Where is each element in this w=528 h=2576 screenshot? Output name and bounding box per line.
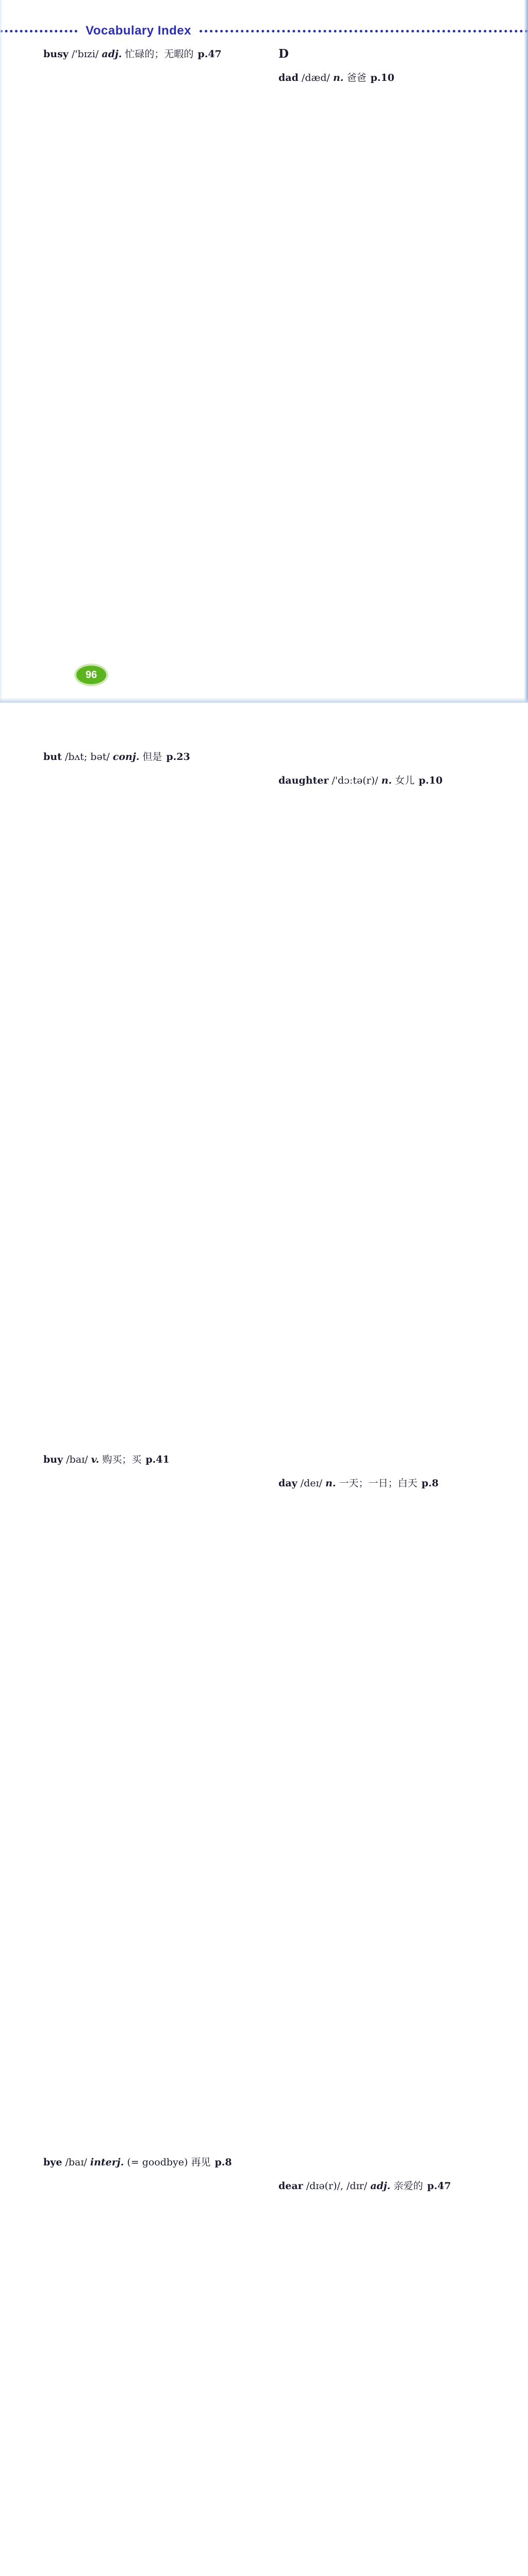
entry-text: dad /dæd/ n. 爸爸 bbox=[278, 72, 367, 83]
header bbox=[0, 0, 528, 42]
entry-text: but /bʌt; bət/ conj. 但是 bbox=[43, 751, 162, 762]
vocab-entry bbox=[43, 1451, 260, 2154]
entry-line bbox=[278, 69, 495, 772]
vocab-entry bbox=[278, 69, 495, 772]
page-ref: p.10 bbox=[419, 772, 495, 1475]
entry-text: busy /'bɪzi/ adj. 忙碌的；无暇的 bbox=[43, 48, 194, 60]
dotted-leader-right-icon bbox=[200, 30, 528, 32]
entry-line bbox=[43, 2154, 260, 2576]
page-ref: p.47 bbox=[427, 2177, 495, 2576]
section-letter: D bbox=[278, 47, 289, 61]
entry-line bbox=[43, 45, 260, 748]
left-column bbox=[43, 45, 260, 2576]
entry-text: bye /baɪ/ interj. (= goodbye) 再见 bbox=[43, 2157, 211, 2168]
page-ref: p.10 bbox=[370, 69, 495, 772]
page-number-badge: 96 bbox=[76, 666, 106, 684]
entry-line bbox=[278, 1475, 495, 2177]
page-title: Vocabulary Index bbox=[86, 24, 191, 38]
vocab-entry bbox=[278, 1475, 495, 2177]
right-column bbox=[278, 45, 495, 2576]
page-ref: p.8 bbox=[422, 1475, 496, 2177]
entry-text: day /deɪ/ n. 一天；一日；白天 bbox=[278, 1478, 418, 1489]
vocab-entry bbox=[43, 748, 260, 1451]
page-ref: p.41 bbox=[145, 1451, 260, 2154]
entry-line bbox=[43, 1451, 260, 2154]
entry-text: daughter /'dɔːtə(r)/ n. 女儿 bbox=[278, 775, 415, 786]
content-columns bbox=[0, 42, 528, 2576]
vocab-entry bbox=[43, 45, 260, 748]
entry-line bbox=[278, 772, 495, 1475]
entry-line bbox=[278, 2177, 495, 2576]
entry-line bbox=[43, 748, 260, 1451]
dotted-leader-left-icon bbox=[0, 30, 77, 32]
vocab-entry bbox=[278, 772, 495, 1475]
vocab-entry bbox=[43, 2154, 260, 2576]
vocab-entry bbox=[278, 2177, 495, 2576]
page-ref: p.8 bbox=[215, 2154, 260, 2576]
page-ref: p.47 bbox=[197, 45, 260, 748]
entry-text: buy /baɪ/ v. 购买；买 bbox=[43, 1454, 142, 1465]
entry-text: dear /dɪə(r)/, /dɪr/ adj. 亲爱的 bbox=[278, 2180, 423, 2192]
page-ref: p.23 bbox=[166, 748, 260, 1451]
